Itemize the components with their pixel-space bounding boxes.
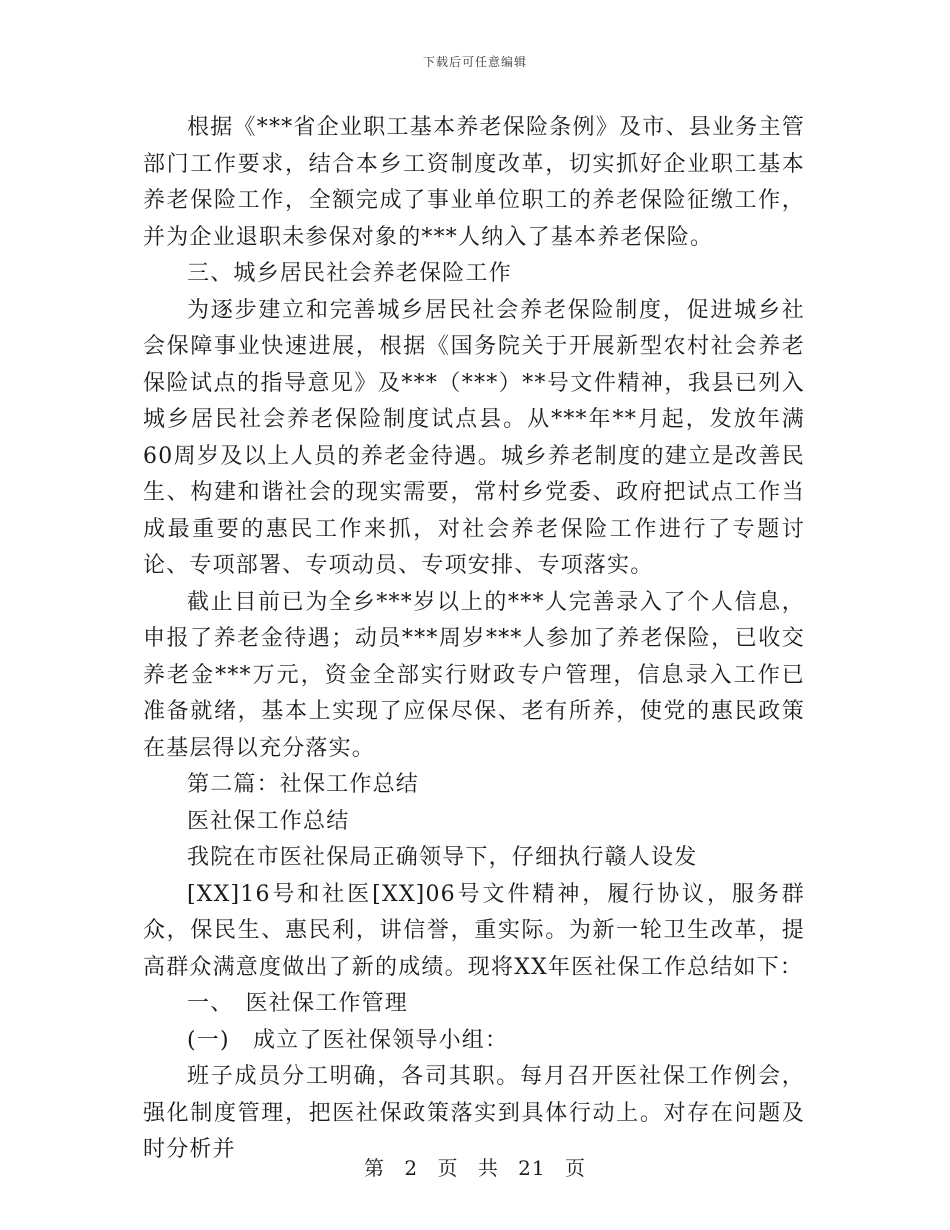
- page-number-footer: [0, 1152, 950, 1181]
- footer-prefix: 第: [364, 1156, 385, 1180]
- footer-suffix: 页: [564, 1156, 586, 1180]
- section-heading-management: 一、 医社保工作管理: [187, 991, 409, 1016]
- paragraph-pilot-county: 为逐步建立和完善城乡居民社会养老保险制度，促进城乡社会保障事业快速进展，根据《国务院关于开展新型农村社会养老保险试点的指导意见》及***（***）**号文件精神，我县已列入城乡居民社会养老保险制度试点县。从***年**月起，发放年满60周岁及以上人员的养老金待遇。城乡养老制度的建立是改善民生、构建和谐社会的现实需要，常村乡党委、政府把试点工作当成最重要的惠民工作来抓，对社会养老保险工作进行了专题讨论、专项部署、专项动员、专项安排、专项落实。: [143, 297, 805, 578]
- section-heading-urban-rural-pension: 三、城乡居民社会养老保险工作: [187, 261, 512, 286]
- subsection-heading-leadership: (一) 成立了医社保领导小组：: [187, 1027, 509, 1053]
- footer-total-word: 共: [477, 1156, 499, 1180]
- chapter-heading: 第二篇：社保工作总结: [187, 772, 420, 797]
- paragraph-team-duties: 班子成员分工明确，各司其职。每月召开医社保工作例会，强化制度管理，把医社保政策落实到具体行动上。对存在问题及时分析并: [143, 1064, 805, 1162]
- paragraph-document-refs: [XX]16号和社医[XX]06号文件精神，履行协议，服务群众，保民生、惠民利，讲信誉，重实际。为新一轮卫生改革，提高群众满意度做出了新的成绩。现将XX年医社保工作总结如下：: [143, 881, 805, 980]
- current-page-number: 2: [404, 1156, 419, 1180]
- paragraph-pension-regulation: 根据《***省企业职工基本养老保险条例》及市、县业务主管部门工作要求，结合本乡工资制度改革，切实抓好企业职工基本养老保险工作，全额完成了事业单位职工的养老保险征缴工作，并为企业退职未参保对象的***人纳入了基本养老保险。: [143, 115, 805, 250]
- paragraph-current-status: 截止目前已为全乡***岁以上的***人完善录入了个人信息，申报了养老金待遇；动员***周岁***人参加了养老保险，已收交养老金***万元，资金全部实行财政专户管理，信息录入工作已准备就绪，基本上实现了应保尽保、老有所养，使党的惠民政策在基层得以充分落实。: [143, 589, 805, 761]
- footer-page-word: 页: [437, 1156, 459, 1180]
- document-body: [143, 110, 805, 1169]
- header-note: 下载后可任意编辑: [422, 55, 527, 69]
- document-title: 医社保工作总结: [187, 808, 350, 834]
- paragraph-intro: 我院在市医社保局正确领导下，仔细执行赣人设发: [187, 845, 698, 870]
- total-pages-number: 21: [518, 1156, 546, 1180]
